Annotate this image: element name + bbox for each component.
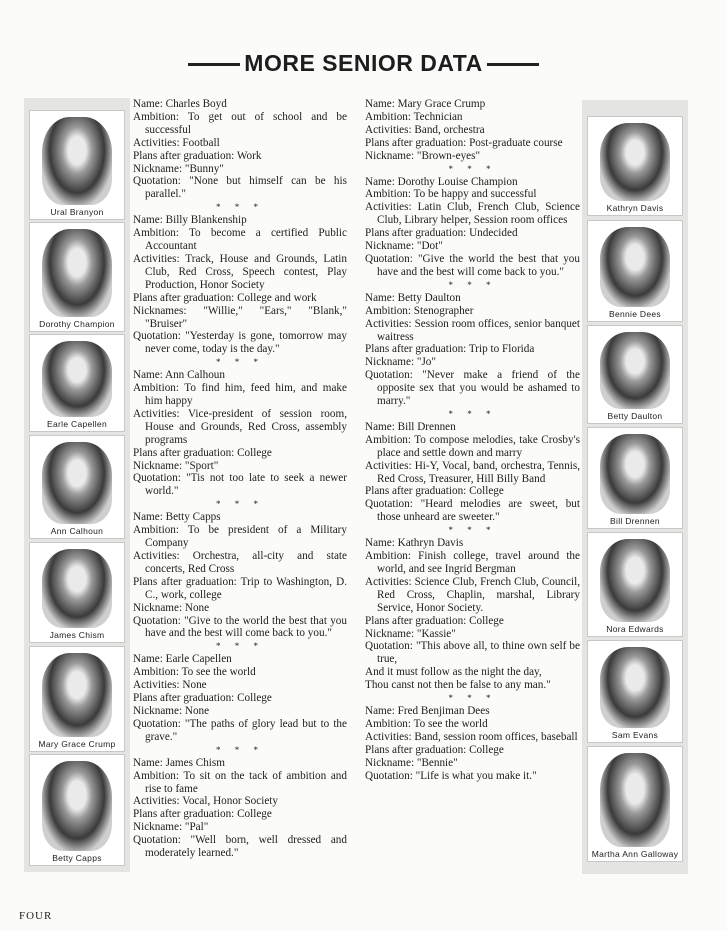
entry-field: Ambition: To get out of school and be successful bbox=[133, 110, 347, 136]
portrait-image bbox=[600, 227, 670, 307]
entry-field: Quotation: "Well born, well dressed and moderately learned." bbox=[133, 834, 347, 860]
left-photo-strip bbox=[24, 98, 130, 872]
entry-separator: * * * bbox=[216, 744, 264, 755]
entry-field: Quotation: "This above all, to thine own self be true, bbox=[365, 640, 580, 666]
entry-field: Ambition: Stenographer bbox=[365, 304, 474, 317]
title-rule-left bbox=[188, 63, 240, 66]
portrait-image bbox=[42, 653, 112, 737]
photo-caption: Sam Evans bbox=[611, 730, 659, 740]
photo-caption: James Chism bbox=[49, 630, 105, 640]
senior-photo bbox=[29, 646, 125, 752]
entry-field: Ambition: To be president of a Military Company bbox=[133, 524, 347, 550]
portrait-image bbox=[42, 229, 112, 317]
entry-field: Activities: Orchestra, all-city and state concerts, Red Cross bbox=[133, 550, 347, 575]
senior-photo bbox=[29, 110, 125, 220]
entry-field: Name: Mary Grace Crump bbox=[365, 98, 486, 110]
entry-field: Nickname: None bbox=[133, 704, 210, 717]
entry-field: Ambition: Technician bbox=[365, 110, 463, 123]
photo-caption: Ural Branyon bbox=[50, 207, 104, 217]
entries-column-1 bbox=[133, 98, 347, 860]
photo-caption: Dorothy Champion bbox=[39, 319, 115, 329]
entry-field: Nickname: "Jo" bbox=[365, 356, 436, 369]
entry-field: Activities: Hi-Y, Vocal, band, orchestra, Tennis, Red Cross, Treasurer, Hill Billy Band bbox=[365, 459, 580, 485]
entry-field: Plans after graduation: College bbox=[365, 614, 504, 627]
entry-field: Ambition: To see the world bbox=[365, 717, 488, 730]
portrait-image bbox=[42, 341, 112, 417]
entry-field: Name: Charles Boyd bbox=[133, 98, 227, 110]
entry-field: Activities: Football bbox=[133, 136, 220, 149]
entry-separator: * * * bbox=[448, 279, 497, 290]
photo-caption: Kathryn Davis bbox=[606, 203, 664, 213]
entry-field: Plans after graduation: Undecided bbox=[365, 227, 518, 240]
right-photo-strip bbox=[582, 100, 688, 874]
entry-field: Plans after graduation: College bbox=[365, 743, 504, 756]
entry-field: Name: Ann Calhoun bbox=[133, 369, 225, 382]
entry-field: Quotation: "Heard melodies are sweet, but those unheard are sweeter." bbox=[365, 498, 580, 524]
senior-photo bbox=[29, 754, 125, 866]
portrait-image bbox=[600, 434, 670, 514]
entry-field: Ambition: To find him, feed him, and make him happy bbox=[133, 382, 347, 408]
senior-entry bbox=[365, 421, 580, 524]
entry-field: Activities: Band, session room offices, baseball bbox=[365, 730, 578, 743]
entry-field: Activities: Science Club, French Club, Council, Red Cross, Chaplin, marshal, Library Service, Honor Society. bbox=[365, 575, 580, 614]
entry-field: Quotation: "Give to the world the best that you have and the best will come back to you." bbox=[133, 614, 347, 640]
entry-field: Name: Bill Drennen bbox=[365, 420, 456, 433]
portrait-image bbox=[42, 761, 112, 851]
senior-photo bbox=[587, 532, 683, 637]
senior-photo bbox=[587, 427, 683, 529]
entry-field: Name: Earle Capellen bbox=[133, 653, 232, 666]
entry-field: Ambition: Finish college, travel around the world, and see Ingrid Bergman bbox=[365, 550, 580, 575]
entry-field: Plans after graduation: Post-graduate course bbox=[365, 136, 563, 149]
entry-field: Plans after graduation: College bbox=[133, 692, 272, 705]
photo-caption: Betty Daulton bbox=[607, 411, 663, 421]
entry-field: Nickname: "Dot" bbox=[365, 240, 443, 253]
entry-field: Plans after graduation: College bbox=[365, 485, 504, 498]
photo-caption: Earle Capellen bbox=[47, 419, 107, 429]
photo-caption: Nora Edwards bbox=[606, 624, 664, 634]
entry-field: Quotation: "Give the world the best that you have and the best will come back to you." bbox=[365, 252, 580, 278]
entry-separator: * * * bbox=[216, 357, 264, 368]
senior-photo bbox=[587, 116, 683, 216]
entry-separator: * * * bbox=[216, 202, 264, 213]
entry-field: Plans after graduation: Work bbox=[133, 149, 262, 162]
entry-field: Quotation: "Tis not too late to seek a newer world." bbox=[133, 472, 347, 498]
senior-photo bbox=[29, 222, 125, 332]
senior-entry bbox=[133, 653, 347, 743]
entry-field: Quotation: "The paths of glory lead but to the grave." bbox=[133, 717, 347, 743]
portrait-image bbox=[42, 442, 112, 524]
entry-field: Plans after graduation: College bbox=[133, 446, 272, 459]
senior-entry bbox=[133, 214, 347, 356]
entry-field: Quotation: "Yesterday is gone, tomorrow may never come, today is the day." bbox=[133, 330, 347, 356]
entry-field: Activities: Latin Club, French Club, Science Club, Library helper, Session room offices bbox=[365, 201, 580, 227]
entry-field: Name: James Chism bbox=[133, 756, 225, 769]
senior-entry bbox=[133, 511, 347, 640]
entry-field: Activities: None bbox=[133, 679, 207, 692]
senior-photo bbox=[29, 435, 125, 539]
entry-field: Activities: Vocal, Honor Society bbox=[133, 795, 279, 808]
senior-entry bbox=[365, 705, 580, 782]
entry-field: Nickname: "Sport" bbox=[133, 459, 219, 472]
entry-separator: * * * bbox=[216, 499, 264, 510]
photo-caption: Bill Drennen bbox=[610, 516, 660, 526]
entry-field: Ambition: To sit on the tack of ambition and rise to fame bbox=[133, 769, 347, 795]
page-title bbox=[0, 50, 727, 77]
entry-separator: * * * bbox=[448, 163, 497, 174]
senior-photo bbox=[29, 542, 125, 643]
entry-field: Plans after graduation: College and work bbox=[133, 291, 317, 304]
senior-entry bbox=[365, 292, 580, 408]
senior-photo bbox=[29, 334, 125, 432]
page-title-text: MORE SENIOR DATA bbox=[244, 50, 483, 76]
entry-field: Activities: Session room offices, senior banquet waitress bbox=[365, 317, 580, 343]
entry-field: Name: Dorothy Louise Champion bbox=[365, 175, 518, 188]
entry-field: Ambition: To see the world bbox=[133, 666, 256, 679]
entry-field: Plans after graduation: College bbox=[133, 808, 272, 821]
entry-field: Name: Fred Benjiman Dees bbox=[365, 705, 490, 718]
senior-entry bbox=[133, 757, 347, 860]
senior-entry bbox=[365, 98, 580, 163]
entry-field: Ambition: To compose melodies, take Crosby's place and settle down and marry bbox=[365, 433, 580, 459]
entry-field: And it must follow as the night the day, bbox=[365, 666, 542, 679]
entry-field: Plans after graduation: Trip to Washington, D. C., work, college bbox=[133, 575, 347, 601]
entry-field: Nickname: "Brown-eyes" bbox=[365, 149, 481, 162]
senior-photo bbox=[587, 746, 683, 862]
title-rule-right bbox=[487, 63, 539, 66]
portrait-image bbox=[600, 123, 670, 201]
entry-field: Name: Betty Daulton bbox=[365, 291, 461, 304]
entry-field: Thou canst not then be false to any man." bbox=[365, 679, 551, 692]
portrait-image bbox=[42, 117, 112, 205]
photo-caption: Martha Ann Galloway bbox=[591, 849, 679, 859]
senior-entry bbox=[365, 176, 580, 279]
entry-field: Nicknames: "Willie," "Ears," "Blank," "Bruiser" bbox=[133, 304, 347, 330]
senior-photo bbox=[587, 220, 683, 322]
entry-field: Nickname: "Bennie" bbox=[365, 756, 458, 769]
photo-caption: Betty Capps bbox=[52, 853, 102, 863]
entry-field: Quotation: "None but himself can be his parallel." bbox=[133, 175, 347, 201]
page-number: FOUR bbox=[19, 910, 53, 922]
senior-entry bbox=[365, 537, 580, 692]
entry-field: Quotation: "Never make a friend of the opposite sex that you would be ashamed to marry." bbox=[365, 369, 580, 408]
entry-separator: * * * bbox=[216, 641, 264, 652]
entry-field: Ambition: To be happy and successful bbox=[365, 188, 537, 201]
entry-field: Activities: Track, House and Grounds, Latin Club, Red Cross, Speech contest, Play Production, Honor Society bbox=[133, 252, 347, 291]
entry-field: Nickname: None bbox=[133, 601, 210, 614]
senior-entry bbox=[133, 369, 347, 498]
entry-field: Nickname: "Pal" bbox=[133, 821, 209, 834]
entry-separator: * * * bbox=[448, 693, 497, 704]
entry-separator: * * * bbox=[448, 525, 497, 536]
entry-field: Plans after graduation: Trip to Florida bbox=[365, 343, 535, 356]
entry-field: Ambition: To become a certified Public Accountant bbox=[133, 227, 347, 253]
entry-field: Nickname: "Bunny" bbox=[133, 162, 224, 175]
entry-field: Name: Betty Capps bbox=[133, 511, 221, 524]
portrait-image bbox=[600, 539, 670, 622]
portrait-image bbox=[42, 549, 112, 628]
entry-field: Activities: Vice-president of session room, House and Grounds, Red Cross, assembly programs bbox=[133, 407, 347, 446]
senior-photo bbox=[587, 640, 683, 743]
portrait-image bbox=[600, 332, 670, 409]
entry-field: Activities: Band, orchestra bbox=[365, 123, 485, 136]
entry-field: Nickname: "Kassie" bbox=[365, 627, 456, 640]
entry-field: Name: Kathryn Davis bbox=[365, 537, 464, 550]
photo-caption: Ann Calhoun bbox=[50, 526, 104, 536]
senior-entry bbox=[133, 98, 347, 201]
entry-separator: * * * bbox=[448, 408, 497, 419]
photo-caption: Mary Grace Crump bbox=[38, 739, 116, 749]
entry-field: Quotation: "Life is what you make it." bbox=[365, 769, 537, 782]
senior-photo bbox=[587, 325, 683, 424]
portrait-image bbox=[600, 647, 670, 728]
photo-caption: Bennie Dees bbox=[609, 309, 661, 319]
portrait-image bbox=[600, 753, 670, 847]
entry-field: Name: Billy Blankenship bbox=[133, 214, 247, 227]
entries-column-2 bbox=[365, 98, 580, 783]
